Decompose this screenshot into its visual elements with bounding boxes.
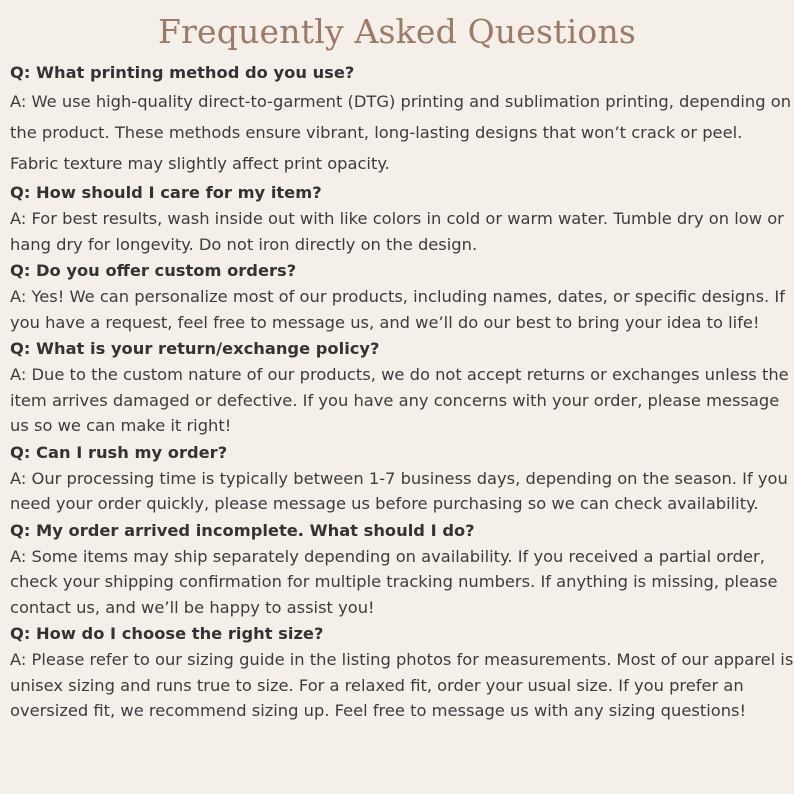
- faq-answer: A: Some items may ship separately depending on availability. If you received a partial order, check your shipping confirmation for multiple tracking numbers. If anything is missing, please contact us, and we’ll be happy to assist you!: [10, 546, 778, 617]
- faq-question: Q: What is your return/exchange policy?: [10, 339, 380, 358]
- faq-question: Q: How should I care for my item?: [10, 183, 322, 202]
- faq-item-incomplete-order: [10, 519, 794, 621]
- faq-item-care: [10, 181, 794, 257]
- faq-item-sizing: [10, 622, 794, 724]
- faq-question: Q: Can I rush my order?: [10, 442, 228, 462]
- faq-answer: A: Our processing time is typically between 1-7 business days, depending on the season. If you need your order quickly, please message us before purchasing so we can check availability.: [10, 468, 788, 513]
- faq-question: Q: How do I choose the right size?: [10, 624, 324, 643]
- faq-list: [10, 61, 794, 726]
- faq-item-printing-method: [10, 61, 794, 179]
- faq-item-rush-order: [10, 441, 794, 517]
- faq-item-return-policy: [10, 337, 794, 439]
- faq-answer: A: Due to the custom nature of our products, we do not accept returns or exchanges unless the item arrives damaged or defective. If you have any concerns with your order, please message us so we can make it right!: [10, 365, 789, 435]
- faq-question: Q: Do you offer custom orders?: [10, 261, 297, 280]
- faq-answer: A: Please refer to our sizing guide in the listing photos for measurements. Most of our apparel is unisex sizing and runs true to size. For a relaxed fit, order your usual size. If you prefer an oversized fit, we recommend sizing up. Feel free to message us with any sizing questions!: [10, 650, 794, 720]
- faq-item-custom-orders: [10, 259, 794, 335]
- faq-answer: A: We use high-quality direct-to-garment (DTG) printing and sublimation printing, depending on the product. These methods ensure vibrant, long-lasting designs that won’t crack or peel. Fabric texture may slightly affect print opacity.: [10, 92, 792, 173]
- faq-question: Q: What printing method do you use?: [10, 63, 355, 82]
- faq-answer: A: Yes! We can personalize most of our products, including names, dates, or specific designs. If you have a request, feel free to message us, and we’ll do our best to bring your idea to life!: [10, 287, 785, 332]
- faq-answer: A: For best results, wash inside out with like colors in cold or warm water. Tumble dry on low or hang dry for longevity. Do not iron directly on the design.: [10, 209, 784, 254]
- faq-question: Q: My order arrived incomplete. What should I do?: [10, 520, 475, 540]
- page-title: Frequently Asked Questions: [157, 12, 637, 51]
